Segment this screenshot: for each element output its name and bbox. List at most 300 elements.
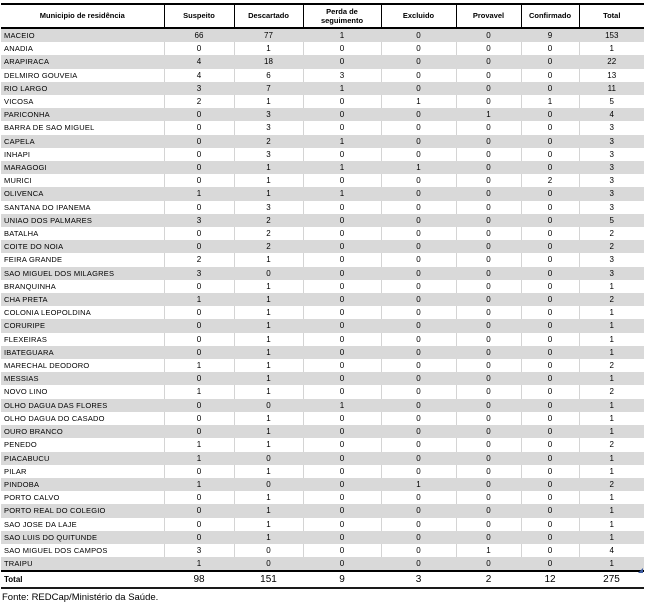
value-cell: 0 [521,135,579,148]
total-suspeito-cell: 98 [164,571,234,588]
value-cell: 0 [521,425,579,438]
value-cell: 1 [579,531,644,544]
value-cell: 0 [521,55,579,68]
value-cell: 0 [164,465,234,478]
value-cell: 0 [381,399,456,412]
value-cell: 2 [234,227,303,240]
value-cell: 0 [381,227,456,240]
value-cell: 1 [164,293,234,306]
value-cell: 7 [234,82,303,95]
value-cell: 0 [521,399,579,412]
value-cell: 1 [579,42,644,55]
value-cell: 0 [303,214,381,227]
value-cell: 1 [234,438,303,451]
total-provavel-cell: 2 [456,571,521,588]
table-row [1,531,644,544]
value-cell: 0 [234,544,303,557]
value-cell: 22 [579,55,644,68]
value-cell: 0 [456,557,521,571]
table-row [1,42,644,55]
value-cell: 0 [303,280,381,293]
value-cell: 0 [303,504,381,517]
value-cell: 1 [234,504,303,517]
municipality-cell: BATALHA [1,227,164,240]
total-excluido-cell: 3 [381,571,456,588]
value-cell: 0 [456,28,521,42]
value-cell: 0 [164,227,234,240]
value-cell: 1 [234,518,303,531]
municipality-cell: COLONIA LEOPOLDINA [1,306,164,319]
value-cell: 0 [456,478,521,491]
value-cell: 0 [164,425,234,438]
value-cell: 0 [234,557,303,571]
municipality-cell: TRAIPU [1,557,164,571]
value-cell: 0 [381,293,456,306]
column-header-descartado: Descartado [234,4,303,28]
value-cell: 3 [234,201,303,214]
value-cell: 0 [303,148,381,161]
municipality-cell: COITE DO NOIA [1,240,164,253]
value-cell: 0 [521,267,579,280]
value-cell: 3 [164,267,234,280]
value-cell: 0 [521,452,579,465]
value-cell: 3 [579,121,644,134]
value-cell: 0 [164,319,234,332]
value-cell: 4 [164,55,234,68]
table-row [1,161,644,174]
value-cell: 0 [303,452,381,465]
municipality-cell: SAO LUIS DO QUITUNDE [1,531,164,544]
value-cell: 0 [164,135,234,148]
municipality-cell: SANTANA DO IPANEMA [1,201,164,214]
value-cell: 3 [164,214,234,227]
column-header-total: Total [579,4,644,28]
value-cell: 1 [579,346,644,359]
value-cell: 3 [579,201,644,214]
municipality-cell: OLIVENCA [1,187,164,200]
value-cell: 0 [456,95,521,108]
value-cell: 0 [456,293,521,306]
total-confirmado-cell: 12 [521,571,579,588]
value-cell: 0 [521,385,579,398]
table-row [1,438,644,451]
value-cell: 0 [381,557,456,571]
value-cell: 1 [579,425,644,438]
value-cell: 0 [521,438,579,451]
value-cell: 0 [521,42,579,55]
value-cell: 3 [234,148,303,161]
table-row [1,319,644,332]
table-row [1,399,644,412]
value-cell: 1 [579,452,644,465]
table-row [1,227,644,240]
value-cell: 0 [456,121,521,134]
value-cell: 3 [234,121,303,134]
value-cell: 0 [381,452,456,465]
column-header-municipality: Municipio de residência [1,4,164,28]
value-cell: 0 [381,121,456,134]
value-cell: 0 [303,253,381,266]
value-cell: 0 [456,399,521,412]
value-cell: 0 [381,148,456,161]
municipality-cell: VICOSA [1,95,164,108]
value-cell: 1 [579,319,644,332]
value-cell: 0 [381,201,456,214]
municipality-cell: PORTO CALVO [1,491,164,504]
column-header-confirmado: Confirmado [521,4,579,28]
value-cell: 1 [303,161,381,174]
value-cell: 0 [381,214,456,227]
table-row [1,452,644,465]
value-cell: 1 [456,544,521,557]
value-cell: 0 [521,293,579,306]
value-cell: 1 [234,491,303,504]
value-cell: 2 [164,253,234,266]
value-cell: 3 [579,187,644,200]
value-cell: 0 [303,372,381,385]
value-cell: 0 [456,333,521,346]
table-row [1,280,644,293]
value-cell: 0 [164,42,234,55]
value-cell: 0 [303,465,381,478]
value-cell: 1 [234,42,303,55]
value-cell: 0 [381,518,456,531]
value-cell: 0 [303,425,381,438]
value-cell: 0 [164,518,234,531]
value-cell: 0 [521,359,579,372]
value-cell: 0 [164,399,234,412]
total-descartado-cell: 151 [234,571,303,588]
table-row [1,425,644,438]
value-cell: 3 [579,135,644,148]
value-cell: 0 [456,240,521,253]
value-cell: 3 [579,161,644,174]
municipality-cell: PIACABUCU [1,452,164,465]
value-cell: 0 [164,148,234,161]
blue-corner-marker-icon [638,568,643,573]
value-cell: 1 [234,319,303,332]
value-cell: 1 [234,359,303,372]
table-row [1,293,644,306]
value-cell: 0 [164,174,234,187]
value-cell: 0 [381,359,456,372]
municipality-cell: OURO BRANCO [1,425,164,438]
value-cell: 0 [381,267,456,280]
value-cell: 0 [303,557,381,571]
table-row [1,372,644,385]
municipality-cell: BRANQUINHA [1,280,164,293]
municipality-cell: OLHO DAGUA DO CASADO [1,412,164,425]
value-cell: 0 [456,174,521,187]
value-cell: 0 [521,148,579,161]
value-cell: 0 [456,55,521,68]
municipality-table [1,3,644,589]
value-cell: 3 [579,148,644,161]
value-cell: 1 [164,187,234,200]
value-cell: 0 [381,240,456,253]
value-cell: 0 [456,412,521,425]
value-cell: 2 [234,214,303,227]
value-cell: 1 [164,438,234,451]
table-row [1,214,644,227]
value-cell: 0 [456,306,521,319]
value-cell: 1 [234,346,303,359]
value-cell: 0 [521,253,579,266]
municipality-cell: CORURIPE [1,319,164,332]
value-cell: 0 [456,452,521,465]
value-cell: 0 [456,425,521,438]
value-cell: 0 [234,478,303,491]
value-cell: 0 [164,280,234,293]
value-cell: 1 [234,412,303,425]
value-cell: 0 [164,346,234,359]
value-cell: 0 [456,214,521,227]
value-cell: 0 [303,227,381,240]
table-row [1,108,644,121]
value-cell: 0 [381,174,456,187]
table-row [1,385,644,398]
value-cell: 1 [234,465,303,478]
value-cell: 0 [456,69,521,82]
value-cell: 0 [521,108,579,121]
value-cell: 0 [303,55,381,68]
value-cell: 0 [381,385,456,398]
value-cell: 0 [381,306,456,319]
value-cell: 0 [381,42,456,55]
table-row [1,544,644,557]
value-cell: 1 [579,333,644,346]
value-cell: 0 [456,531,521,544]
value-cell: 66 [164,28,234,42]
total-perda-cell: 9 [303,571,381,588]
value-cell: 0 [164,372,234,385]
value-cell: 1 [579,280,644,293]
value-cell: 0 [381,372,456,385]
value-cell: 1 [234,385,303,398]
value-cell: 1 [521,95,579,108]
value-cell: 0 [521,82,579,95]
value-cell: 2 [579,385,644,398]
municipality-cell: MESSIAS [1,372,164,385]
value-cell: 6 [234,69,303,82]
value-cell: 3 [234,108,303,121]
table-row [1,518,644,531]
value-cell: 3 [303,69,381,82]
municipality-cell: ARAPIRACA [1,55,164,68]
value-cell: 0 [521,478,579,491]
value-cell: 1 [579,399,644,412]
value-cell: 0 [456,148,521,161]
table-row [1,557,644,571]
municipality-cell: MACEIO [1,28,164,42]
value-cell: 0 [521,531,579,544]
value-cell: 0 [303,438,381,451]
table-row [1,148,644,161]
value-cell: 1 [164,557,234,571]
value-cell: 2 [234,135,303,148]
value-cell: 0 [164,333,234,346]
value-cell: 0 [164,201,234,214]
value-cell: 0 [381,135,456,148]
value-cell: 0 [456,372,521,385]
table-row [1,174,644,187]
value-cell: 0 [521,504,579,517]
value-cell: 0 [381,544,456,557]
value-cell: 0 [164,531,234,544]
value-cell: 0 [381,280,456,293]
value-cell: 153 [579,28,644,42]
value-cell: 0 [521,518,579,531]
value-cell: 1 [579,504,644,517]
table-row [1,504,644,517]
value-cell: 1 [456,108,521,121]
value-cell: 2 [579,438,644,451]
value-cell: 0 [456,385,521,398]
value-cell: 0 [521,306,579,319]
value-cell: 0 [521,465,579,478]
value-cell: 0 [381,108,456,121]
value-cell: 1 [164,452,234,465]
value-cell: 1 [579,518,644,531]
value-cell: 0 [303,319,381,332]
column-header-perda-seguimento: Perda de seguimento [303,4,381,28]
value-cell: 0 [303,240,381,253]
value-cell: 0 [456,82,521,95]
value-cell: 13 [579,69,644,82]
value-cell: 1 [234,253,303,266]
value-cell: 2 [579,359,644,372]
municipality-cell: INHAPI [1,148,164,161]
value-cell: 0 [164,121,234,134]
value-cell: 0 [456,253,521,266]
total-total-cell: 275 [579,571,644,588]
table-row [1,121,644,134]
value-cell: 2 [521,174,579,187]
table-row [1,55,644,68]
table-row [1,240,644,253]
value-cell: 0 [521,333,579,346]
value-cell: 1 [234,425,303,438]
value-cell: 0 [303,306,381,319]
municipality-cell: CHA PRETA [1,293,164,306]
value-cell: 1 [164,359,234,372]
value-cell: 0 [456,280,521,293]
value-cell: 0 [521,372,579,385]
municipality-cell: MURICI [1,174,164,187]
value-cell: 0 [456,187,521,200]
value-cell: 0 [521,280,579,293]
municipality-cell: ANADIA [1,42,164,55]
municipality-cell: IBATEGUARA [1,346,164,359]
value-cell: 0 [381,253,456,266]
value-cell: 1 [579,412,644,425]
value-cell: 1 [234,280,303,293]
value-cell: 0 [303,385,381,398]
value-cell: 1 [303,82,381,95]
municipality-cell: CAPELA [1,135,164,148]
value-cell: 1 [579,557,644,571]
value-cell: 0 [303,531,381,544]
value-cell: 0 [303,333,381,346]
value-cell: 3 [579,253,644,266]
table-row [1,95,644,108]
municipality-cell: MARECHAL DEODORO [1,359,164,372]
municipality-cell: PORTO REAL DO COLEGIO [1,504,164,517]
value-cell: 0 [234,267,303,280]
value-cell: 3 [164,82,234,95]
value-cell: 4 [579,108,644,121]
value-cell: 0 [521,214,579,227]
value-cell: 1 [303,399,381,412]
value-cell: 1 [164,478,234,491]
value-cell: 1 [303,187,381,200]
value-cell: 0 [521,240,579,253]
value-cell: 2 [579,293,644,306]
value-cell: 0 [303,108,381,121]
value-cell: 0 [456,42,521,55]
value-cell: 0 [456,346,521,359]
value-cell: 1 [303,28,381,42]
value-cell: 3 [579,174,644,187]
value-cell: 0 [456,491,521,504]
value-cell: 1 [234,161,303,174]
value-cell: 0 [456,135,521,148]
municipality-cell: PARICONHA [1,108,164,121]
table-row [1,187,644,200]
value-cell: 11 [579,82,644,95]
table-row [1,267,644,280]
value-cell: 5 [579,95,644,108]
value-cell: 0 [381,319,456,332]
value-cell: 0 [381,187,456,200]
value-cell: 2 [234,240,303,253]
value-cell: 0 [164,108,234,121]
value-cell: 1 [579,465,644,478]
municipality-cell: SAO JOSE DA LAJE [1,518,164,531]
table-row [1,478,644,491]
value-cell: 1 [234,293,303,306]
value-cell: 0 [303,293,381,306]
value-cell: 0 [303,42,381,55]
value-cell: 0 [521,319,579,332]
value-cell: 0 [381,28,456,42]
value-cell: 0 [381,491,456,504]
value-cell: 0 [234,399,303,412]
value-cell: 1 [381,95,456,108]
value-cell: 0 [456,518,521,531]
total-row-label: Total [1,571,164,588]
value-cell: 5 [579,214,644,227]
municipality-cell: NOVO LINO [1,385,164,398]
value-cell: 3 [164,544,234,557]
value-cell: 1 [234,306,303,319]
value-cell: 0 [303,121,381,134]
table-row [1,491,644,504]
value-cell: 0 [381,425,456,438]
value-cell: 18 [234,55,303,68]
value-cell: 0 [521,227,579,240]
value-cell: 0 [164,161,234,174]
value-cell: 0 [303,478,381,491]
value-cell: 0 [456,201,521,214]
municipality-cell: SAO MIGUEL DOS MILAGRES [1,267,164,280]
value-cell: 0 [164,306,234,319]
value-cell: 0 [381,55,456,68]
table-row [1,359,644,372]
municipality-cell: FLEXEIRAS [1,333,164,346]
value-cell: 0 [164,412,234,425]
value-cell: 0 [303,544,381,557]
